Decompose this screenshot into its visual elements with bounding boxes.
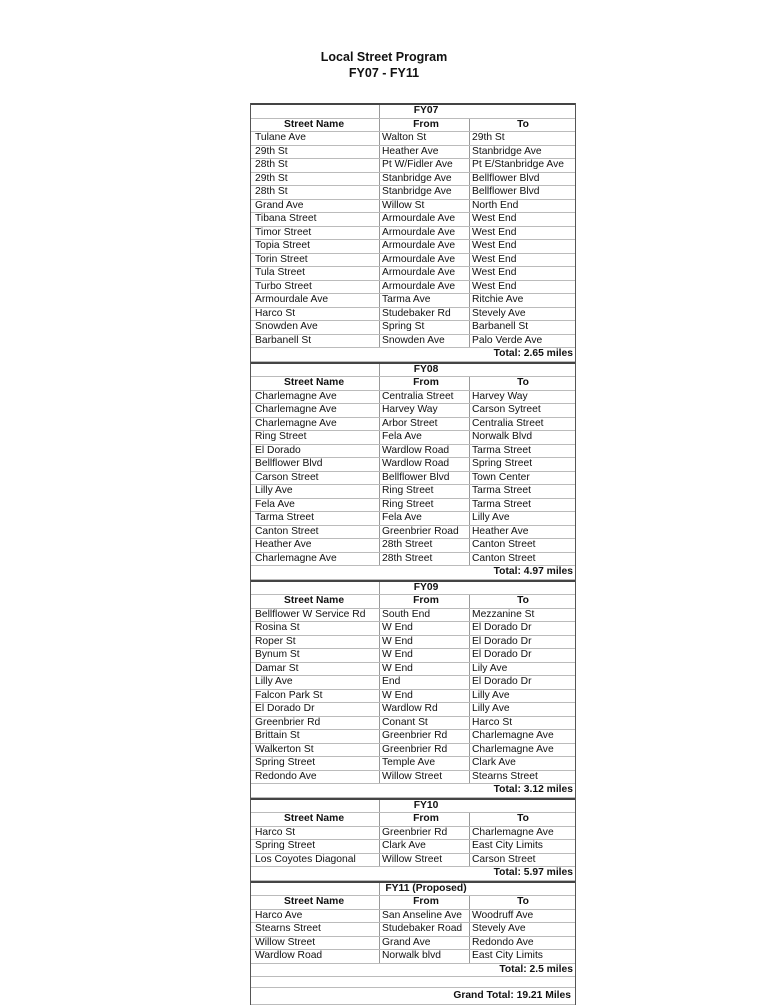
grand-total-row: [251, 988, 575, 1005]
to-cell: Tarma Street: [469, 485, 574, 498]
table-row: [251, 622, 575, 636]
to-cell: Clark Ave: [469, 757, 574, 770]
to-cell: West End: [469, 227, 574, 240]
to-cell: Charlemagne Ave: [469, 744, 574, 757]
to-cell: Lilly Ave: [469, 703, 574, 716]
from-cell: Walton St: [379, 132, 470, 145]
to-cell: East City Limits: [469, 950, 574, 963]
table-row: [251, 663, 575, 677]
table-row: [251, 240, 575, 254]
header-to: To: [469, 377, 574, 390]
column-header-row: [251, 896, 575, 910]
fiscal-year-header: [251, 798, 575, 814]
to-cell: Barbanell St: [469, 321, 574, 334]
to-cell: El Dorado Dr: [469, 636, 574, 649]
table-row: [251, 937, 575, 951]
document-title: Local Street Program: [320, 50, 448, 64]
street-name-cell: Barbanell St: [255, 334, 312, 346]
to-cell: Palo Verde Ave: [469, 335, 574, 348]
table-row: [251, 840, 575, 854]
from-cell: Armourdale Ave: [379, 281, 470, 294]
table-row: [251, 827, 575, 841]
to-cell: Stanbridge Ave: [469, 146, 574, 159]
from-cell: Wardlow Rd: [379, 703, 470, 716]
street-name-cell: 29th St: [255, 145, 288, 157]
fiscal-year-label: FY11 (Proposed): [379, 883, 470, 896]
street-name-cell: Canton Street: [255, 525, 319, 537]
from-cell: Armourdale Ave: [379, 240, 470, 253]
street-name-cell: Damar St: [255, 662, 299, 674]
table-row: [251, 717, 575, 731]
from-cell: Armourdale Ave: [379, 227, 470, 240]
street-name-cell: Greenbrier Rd: [255, 716, 321, 728]
from-cell: Wardlow Road: [379, 458, 470, 471]
from-cell: Studebaker Road: [379, 923, 470, 936]
to-cell: Harvey Way: [469, 391, 574, 404]
table-row: [251, 445, 575, 459]
street-name-cell: Turbo Street: [255, 280, 312, 292]
to-cell: East City Limits: [469, 840, 574, 853]
street-name-cell: 28th St: [255, 186, 288, 197]
street-name-cell: Bellflower W Service Rd: [255, 608, 366, 620]
table-row: [251, 512, 575, 526]
street-name-cell: Ring Street: [255, 431, 307, 442]
table-row: [251, 173, 575, 187]
street-name-cell: Tula Street: [255, 267, 305, 278]
from-cell: W End: [379, 663, 470, 676]
fiscal-year-label: FY10: [379, 800, 470, 813]
street-name-cell: Lilly Ave: [255, 676, 293, 687]
table-row: [251, 308, 575, 322]
street-name-cell: Armourdale Ave: [255, 294, 329, 305]
table-row: [251, 321, 575, 335]
street-name-cell: El Dorado: [255, 444, 301, 456]
table-row: [251, 472, 575, 486]
from-cell: W End: [379, 690, 470, 703]
table-row: [251, 553, 575, 567]
to-cell: Norwalk Blvd: [469, 431, 574, 444]
street-name-cell: Timor Street: [255, 226, 312, 238]
street-name-cell: Charlemagne Ave: [255, 404, 337, 415]
street-name-cell: Harco Ave: [255, 909, 303, 921]
grand-total: Grand Total: 19.21 Miles: [453, 990, 571, 1001]
from-cell: End: [379, 676, 470, 689]
to-cell: Woodruff Ave: [469, 910, 574, 923]
to-cell: Redondo Ave: [469, 937, 574, 950]
table-row: [251, 418, 575, 432]
table-row: [251, 267, 575, 281]
table-row: [251, 254, 575, 268]
to-cell: West End: [469, 213, 574, 226]
header-street-name: Street Name: [283, 813, 345, 824]
table-row: [251, 159, 575, 173]
from-cell: Armourdale Ave: [379, 267, 470, 280]
street-name-cell: Lilly Ave: [255, 485, 293, 496]
to-cell: Lily Ave: [469, 663, 574, 676]
from-cell: Greenbrier Road: [379, 526, 470, 539]
to-cell: Canton Street: [469, 553, 574, 566]
header-to: To: [469, 813, 574, 826]
header-to: To: [469, 896, 574, 909]
header-street-name: Street Name: [283, 377, 345, 388]
street-name-cell: Spring Street: [255, 757, 316, 768]
street-name-cell: El Dorado Dr: [255, 703, 315, 714]
to-cell: Carson Sytreet: [469, 404, 574, 417]
table-row: [251, 923, 575, 937]
street-name-cell: Redondo Ave: [255, 770, 317, 782]
section-total: Total: 2.65 miles: [493, 348, 573, 359]
fiscal-year-header: [251, 881, 575, 897]
table-row: [251, 854, 575, 868]
to-cell: West End: [469, 240, 574, 253]
table-row: [251, 744, 575, 758]
section-total-row: [251, 784, 575, 798]
from-cell: Greenbrier Rd: [379, 744, 470, 757]
table-row: [251, 676, 575, 690]
from-cell: Grand Ave: [379, 937, 470, 950]
from-cell: Studebaker Rd: [379, 308, 470, 321]
column-header-row: [251, 377, 575, 391]
street-name-cell: Willow Street: [255, 936, 316, 948]
table-row: [251, 404, 575, 418]
to-cell: Carson Street: [469, 854, 574, 867]
from-cell: Ring Street: [379, 485, 470, 498]
to-cell: West End: [469, 281, 574, 294]
table-row: [251, 499, 575, 513]
street-name-cell: Brittain St: [255, 730, 300, 741]
to-cell: El Dorado Dr: [469, 622, 574, 635]
to-cell: West End: [469, 267, 574, 280]
fiscal-year-header: [251, 362, 575, 378]
to-cell: Bellflower Blvd: [469, 186, 574, 199]
section-total: Total: 3.12 miles: [493, 784, 573, 795]
fiscal-year-header: [251, 103, 575, 119]
street-name-cell: Bellflower Blvd: [255, 458, 323, 469]
to-cell: North End: [469, 200, 574, 213]
street-name-cell: Roper St: [255, 635, 296, 647]
street-name-cell: Carson Street: [255, 471, 319, 483]
table-row: [251, 703, 575, 717]
table-row: [251, 227, 575, 241]
table-row: [251, 636, 575, 650]
street-name-cell: Spring Street: [255, 840, 316, 851]
header-to: To: [469, 595, 574, 608]
header-street-name: Street Name: [283, 896, 345, 907]
header-street-name: Street Name: [283, 595, 345, 606]
from-cell: W End: [379, 649, 470, 662]
to-cell: Canton Street: [469, 539, 574, 552]
from-cell: San Anseline Ave: [379, 910, 470, 923]
street-name-cell: Tulane Ave: [255, 132, 306, 143]
fiscal-year-label: FY08: [379, 364, 470, 377]
to-cell: Charlemagne Ave: [469, 730, 574, 743]
table-row: [251, 294, 575, 308]
to-cell: Stearns Street: [469, 771, 574, 784]
from-cell: Fela Ave: [379, 431, 470, 444]
street-name-cell: Harco St: [255, 307, 296, 319]
street-name-cell: Heather Ave: [255, 539, 312, 550]
table-row: [251, 649, 575, 663]
street-name-cell: Harco St: [255, 826, 296, 838]
to-cell: Lilly Ave: [469, 690, 574, 703]
header-from: From: [379, 813, 470, 826]
from-cell: W End: [379, 622, 470, 635]
table-row: [251, 771, 575, 785]
street-name-cell: Wardlow Road: [255, 950, 323, 961]
table-row: [251, 485, 575, 499]
from-cell: Pt W/Fidler Ave: [379, 159, 470, 172]
table-row: [251, 335, 575, 349]
to-cell: Town Center: [469, 472, 574, 485]
table-row: [251, 539, 575, 553]
table-row: [251, 200, 575, 214]
from-cell: 28th Street: [379, 553, 470, 566]
to-cell: Pt E/Stanbridge Ave: [469, 159, 574, 172]
street-name-cell: Los Coyotes Diagonal: [255, 853, 356, 865]
to-cell: West End: [469, 254, 574, 267]
table-row: [251, 526, 575, 540]
from-cell: Norwalk blvd: [379, 950, 470, 963]
street-name-cell: Bynum St: [255, 649, 300, 660]
street-name-cell: Charlemagne Ave: [255, 390, 337, 402]
to-cell: Lilly Ave: [469, 512, 574, 525]
from-cell: Greenbrier Rd: [379, 827, 470, 840]
section-total-row: [251, 867, 575, 881]
to-cell: El Dorado Dr: [469, 676, 574, 689]
section-total-row: [251, 964, 575, 978]
to-cell: Mezzanine St: [469, 609, 574, 622]
street-name-cell: Snowden Ave: [255, 321, 318, 332]
to-cell: Heather Ave: [469, 526, 574, 539]
fiscal-year-header: [251, 580, 575, 596]
from-cell: W End: [379, 636, 470, 649]
to-cell: Bellflower Blvd: [469, 173, 574, 186]
to-cell: El Dorado Dr: [469, 649, 574, 662]
street-name-cell: Fela Ave: [255, 498, 295, 510]
column-header-row: [251, 119, 575, 133]
from-cell: Spring St: [379, 321, 470, 334]
from-cell: Ring Street: [379, 499, 470, 512]
from-cell: Snowden Ave: [379, 335, 470, 348]
from-cell: Conant St: [379, 717, 470, 730]
to-cell: Tarma Street: [469, 445, 574, 458]
header-from: From: [379, 377, 470, 390]
table-row: [251, 730, 575, 744]
table-row: [251, 213, 575, 227]
table-row: [251, 281, 575, 295]
from-cell: Willow St: [379, 200, 470, 213]
table-row: [251, 609, 575, 623]
column-header-row: [251, 813, 575, 827]
from-cell: Centralia Street: [379, 391, 470, 404]
fiscal-year-label: FY09: [379, 582, 470, 595]
street-name-cell: 28th St: [255, 159, 288, 170]
document-subtitle: FY07 - FY11: [348, 66, 420, 80]
table-row: [251, 431, 575, 445]
section-total-row: [251, 566, 575, 580]
table-row: [251, 690, 575, 704]
to-cell: Stevely Ave: [469, 308, 574, 321]
from-cell: Harvey Way: [379, 404, 470, 417]
header-street-name: Street Name: [283, 118, 345, 130]
section-total: Total: 4.97 miles: [493, 566, 573, 577]
to-cell: Ritchie Ave: [469, 294, 574, 307]
section-total: Total: 2.5 miles: [499, 963, 573, 975]
street-name-cell: Torin Street: [255, 253, 308, 265]
blank-row: [251, 977, 575, 988]
street-name-cell: Tarma Street: [255, 512, 314, 523]
table-row: [251, 458, 575, 472]
header-from: From: [379, 896, 470, 909]
section-total-row: [251, 348, 575, 362]
from-cell: Bellflower Blvd: [379, 472, 470, 485]
header-from: From: [379, 595, 470, 608]
to-cell: Harco St: [469, 717, 574, 730]
from-cell: Tarma Ave: [379, 294, 470, 307]
street-name-cell: Charlemagne Ave: [255, 417, 337, 429]
header-from: From: [379, 119, 470, 132]
from-cell: Clark Ave: [379, 840, 470, 853]
header-to: To: [469, 119, 574, 132]
from-cell: South End: [379, 609, 470, 622]
street-name-cell: Tibana Street: [255, 213, 317, 224]
street-name-cell: Topia Street: [255, 240, 310, 251]
to-cell: Centralia Street: [469, 418, 574, 431]
street-name-cell: Falcon Park St: [255, 689, 323, 701]
street-name-cell: Walkerton St: [255, 743, 314, 755]
table-row: [251, 146, 575, 160]
street-name-cell: Stearns Street: [255, 923, 321, 934]
table-row: [251, 950, 575, 964]
table-row: [251, 132, 575, 146]
from-cell: Armourdale Ave: [379, 213, 470, 226]
table-row: [251, 910, 575, 924]
street-name-cell: Grand Ave: [255, 199, 304, 211]
from-cell: Stanbridge Ave: [379, 186, 470, 199]
from-cell: Heather Ave: [379, 146, 470, 159]
table-row: [251, 186, 575, 200]
street-program-table: [250, 103, 576, 1005]
from-cell: Arbor Street: [379, 418, 470, 431]
from-cell: Willow Street: [379, 771, 470, 784]
street-name-cell: Rosina St: [255, 622, 300, 633]
to-cell: Tarma Street: [469, 499, 574, 512]
to-cell: 29th St: [469, 132, 574, 145]
table-row: [251, 391, 575, 405]
to-cell: Charlemagne Ave: [469, 827, 574, 840]
section-total: Total: 5.97 miles: [493, 867, 573, 878]
to-cell: Spring Street: [469, 458, 574, 471]
from-cell: Willow Street: [379, 854, 470, 867]
table-row: [251, 757, 575, 771]
fiscal-year-label: FY07: [379, 105, 470, 118]
column-header-row: [251, 595, 575, 609]
from-cell: 28th Street: [379, 539, 470, 552]
from-cell: Stanbridge Ave: [379, 173, 470, 186]
from-cell: Armourdale Ave: [379, 254, 470, 267]
from-cell: Fela Ave: [379, 512, 470, 525]
street-name-cell: Charlemagne Ave: [255, 552, 337, 564]
street-name-cell: 29th St: [255, 172, 288, 184]
from-cell: Temple Ave: [379, 757, 470, 770]
to-cell: Stevely Ave: [469, 923, 574, 936]
from-cell: Wardlow Road: [379, 445, 470, 458]
from-cell: Greenbrier Rd: [379, 730, 470, 743]
